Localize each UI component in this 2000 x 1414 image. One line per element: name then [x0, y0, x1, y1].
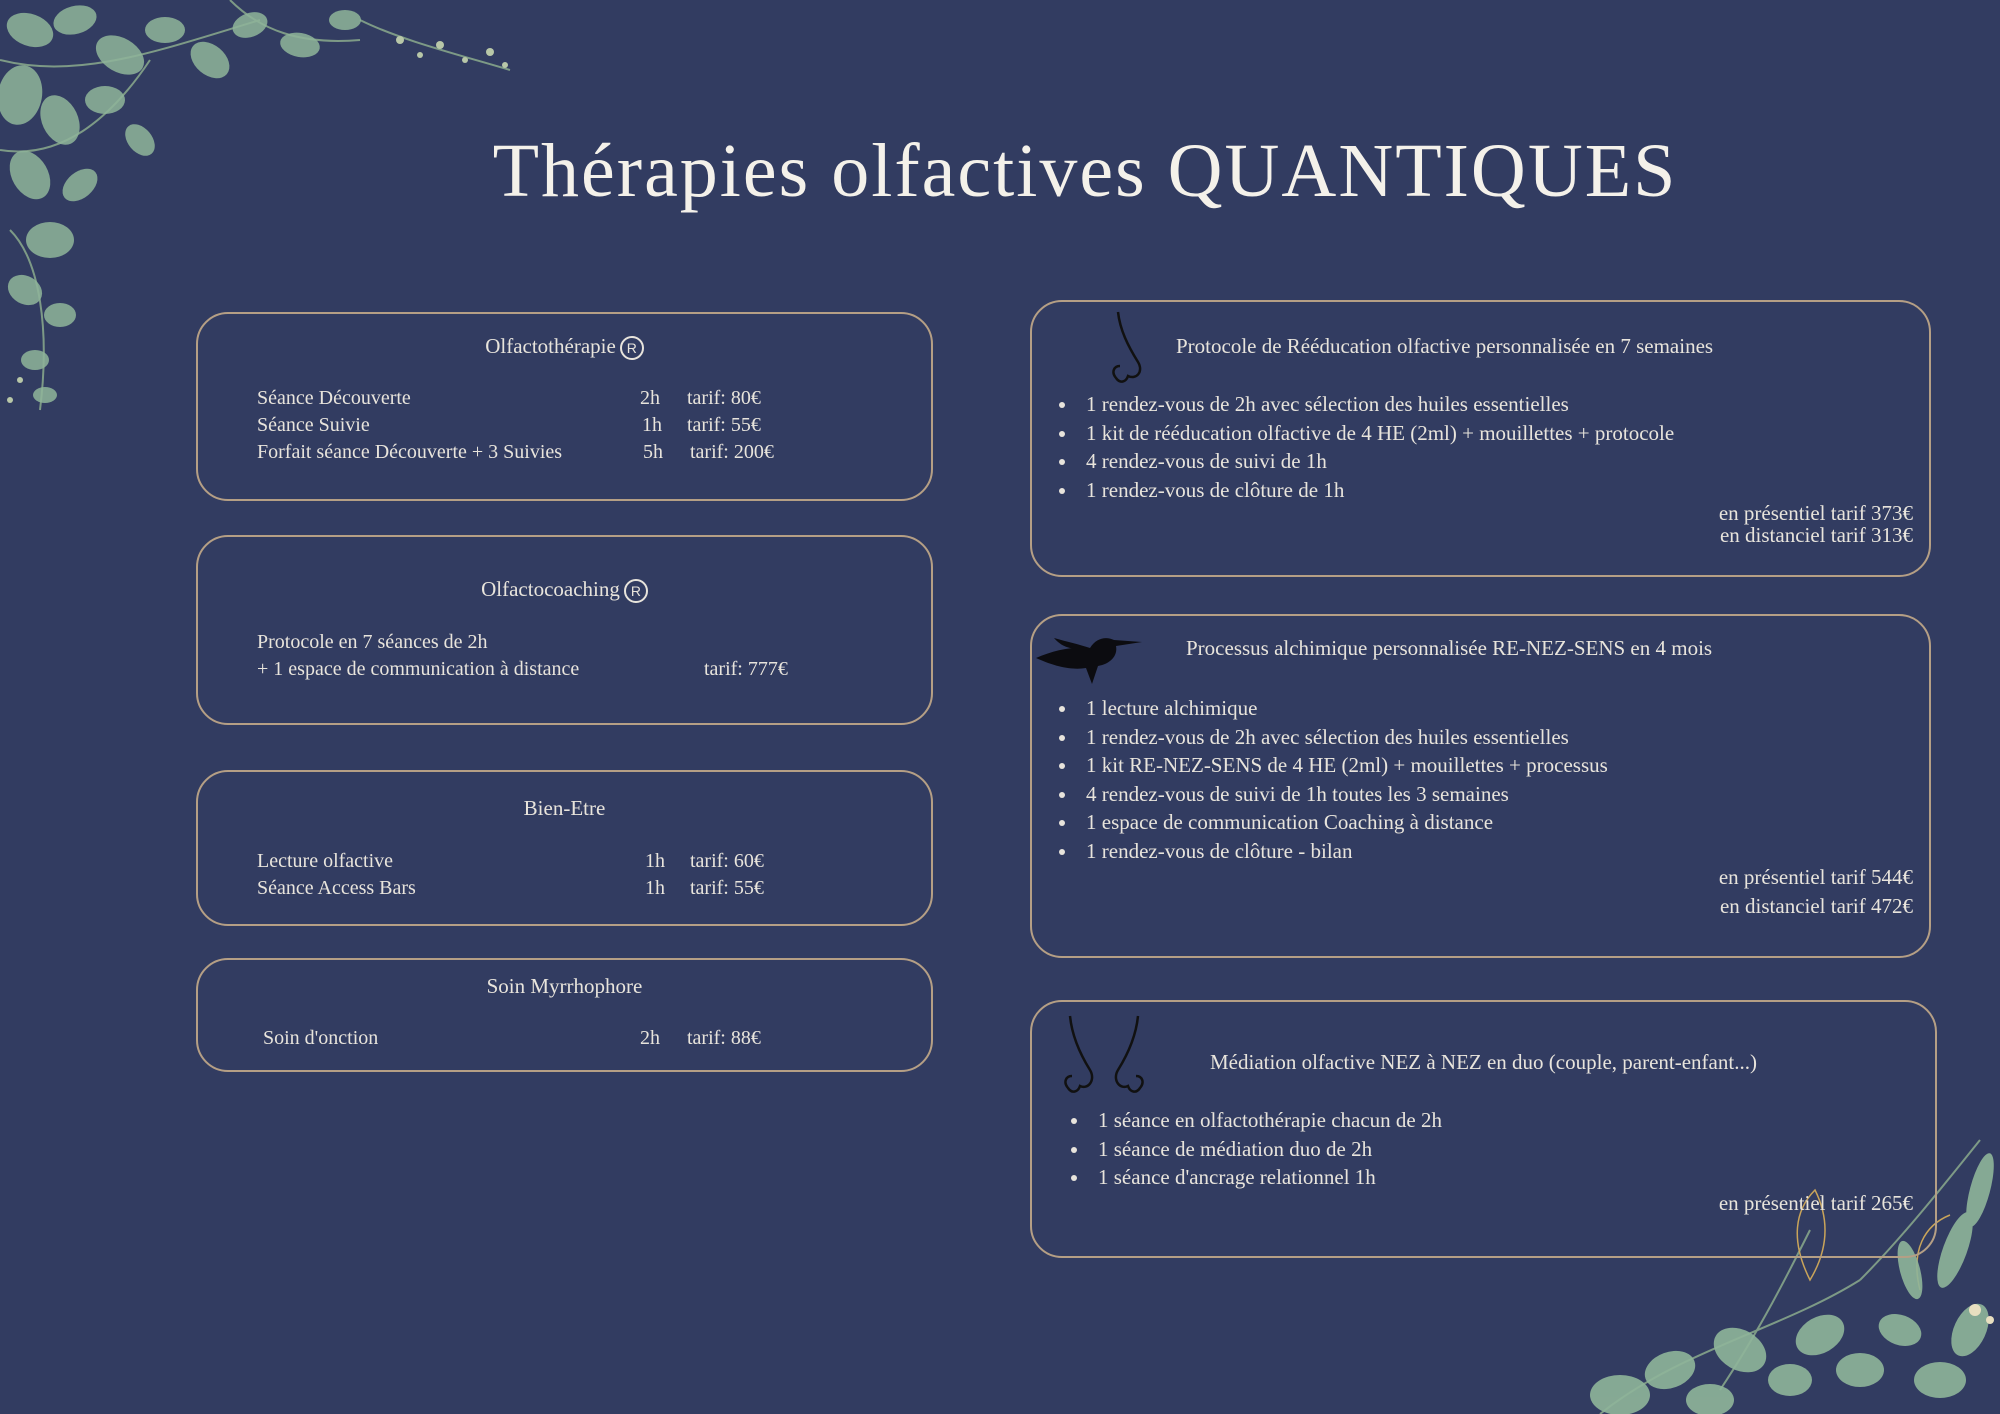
service-price: tarif: 60€ — [690, 850, 764, 872]
price-presentiel: en présentiel tarif 265€ — [1718, 1191, 1913, 1215]
card-mediation-olfactive — [1030, 1000, 1937, 1258]
list-item: 1 séance d'ancrage relationnel 1h — [1066, 1163, 1442, 1192]
card-processus-alchimique — [1030, 614, 1931, 958]
list-item: 1 rendez-vous de clôture - bilan — [1054, 837, 1608, 866]
card-title-text: Olfactocoaching — [481, 577, 620, 601]
service-price: tarif: 88€ — [687, 1027, 761, 1049]
card-title: Soin Myrrhophore — [486, 974, 643, 998]
service-price: tarif: 55€ — [690, 877, 764, 899]
list-item: 1 rendez-vous de 2h avec sélection des huiles essentielles — [1054, 723, 1608, 752]
two-noses-icon — [1058, 1014, 1150, 1100]
service-duration: 5h — [643, 441, 663, 463]
card-title — [198, 334, 931, 360]
card-title: Processus alchimique personnalisée RE-NEZ-SENS en 4 mois — [1186, 636, 1713, 660]
service-duration: 1h — [645, 877, 665, 899]
service-name: Soin d'onction — [263, 1027, 379, 1049]
card-soin-myrrhophore — [196, 958, 933, 1072]
service-price: tarif: 55€ — [687, 414, 761, 436]
card-title: Bien-Etre — [523, 796, 606, 820]
list-item: 1 rendez-vous de clôture de 1h — [1054, 476, 1674, 505]
bullet-list — [1054, 694, 1608, 865]
service-price: tarif: 200€ — [690, 441, 774, 463]
price-presentiel: en présentiel tarif 373€ — [1718, 501, 1913, 525]
list-item: 1 espace de communication Coaching à distance — [1054, 808, 1608, 837]
card-title — [198, 577, 931, 603]
service-duration: 1h — [645, 850, 665, 872]
price-distanciel: en distanciel tarif 313€ — [1719, 523, 1913, 547]
card-reeducation — [1030, 300, 1931, 577]
service-duration: 2h — [640, 1027, 660, 1049]
hummingbird-icon — [1034, 628, 1144, 694]
card-bien-etre — [196, 770, 933, 926]
service-name: Séance Access Bars — [257, 877, 416, 899]
price-presentiel: en présentiel tarif 544€ — [1718, 865, 1913, 889]
registered-icon: R — [620, 336, 644, 360]
service-price: tarif: 80€ — [687, 387, 761, 409]
bullet-list — [1054, 390, 1674, 504]
card-title-text: Olfactothérapie — [485, 334, 616, 358]
service-line: Protocole en 7 séances de 2h — [257, 631, 488, 653]
list-item: 1 kit RE-NEZ-SENS de 4 HE (2ml) + mouillettes + processus — [1054, 751, 1608, 780]
page-title: Thérapies olfactives QUANTIQUES — [492, 129, 1678, 213]
list-item: 1 kit de rééducation olfactive de 4 HE (2ml) + mouillettes + protocole — [1054, 419, 1674, 448]
service-duration: 1h — [642, 414, 662, 436]
nose-icon — [1108, 310, 1148, 386]
card-olfactocoaching — [196, 535, 933, 725]
service-name: Séance Suivie — [257, 414, 370, 436]
list-item: 1 lecture alchimique — [1054, 694, 1608, 723]
price-distanciel: en distanciel tarif 472€ — [1719, 894, 1913, 918]
list-item: 1 séance de médiation duo de 2h — [1066, 1135, 1442, 1164]
card-title: Médiation olfactive NEZ à NEZ en duo (couple, parent-enfant...) — [1210, 1050, 1757, 1074]
list-item: 1 rendez-vous de 2h avec sélection des huiles essentielles — [1054, 390, 1674, 419]
list-item: 1 séance en olfactothérapie chacun de 2h — [1066, 1106, 1442, 1135]
service-line: + 1 espace de communication à distance — [257, 658, 580, 680]
bullet-list — [1066, 1106, 1442, 1192]
service-name: Séance Découverte — [257, 387, 411, 409]
service-duration: 2h — [640, 387, 660, 409]
list-item: 4 rendez-vous de suivi de 1h — [1054, 447, 1674, 476]
card-olfactotherapie — [196, 312, 933, 501]
service-name: Forfait séance Découverte + 3 Suivies — [257, 441, 563, 463]
registered-icon: R — [624, 579, 648, 603]
list-item: 4 rendez-vous de suivi de 1h toutes les 3 semaines — [1054, 780, 1608, 809]
service-price: tarif: 777€ — [704, 658, 788, 680]
card-title: Protocole de Rééducation olfactive personnalisée en 7 semaines — [1176, 334, 1714, 358]
service-name: Lecture olfactive — [257, 850, 394, 872]
